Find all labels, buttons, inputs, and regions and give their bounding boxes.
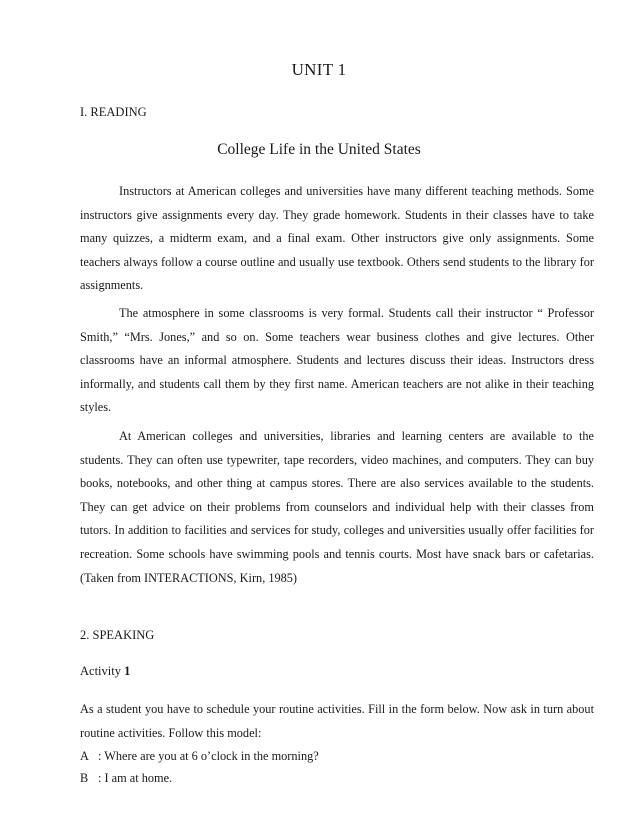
article-title: College Life in the United States xyxy=(217,141,421,158)
activity-instruction: As a student you have to schedule your routine activities. Fill in the form below. Now ask in turn about routine activities. Follow this model: xyxy=(80,702,594,740)
dialog-text: : I am at home. xyxy=(98,771,173,785)
dialog-speaker: A xyxy=(80,749,89,763)
activity-label xyxy=(80,664,130,679)
unit-title: UNIT 1 xyxy=(291,60,347,79)
reading-paragraph-3: At American colleges and universities, libraries and learning centers are available to the students. They can often use typewriter, tape recorders, video machines, and computers. They can buy books, notebooks, and other thing at campus stores. There are also services available to the students. They can get advice on their problems from counselors and individual help with their classes from tutors. In addition to facilities and services for study, colleges and universities usually offer facilities for recreation. Some schools have swimming pools and tennis courts. Most have snack bars or cafetarias. (Taken from INTERACTIONS, Kirn, 1985) xyxy=(80,429,594,585)
reading-paragraph-1: Instructors at American colleges and universities have many different teaching methods. Some instructors give assignments every day. They grade homework. Students in their classes have to take many quizzes, a midterm exam, and a final exam. Other instructors give only assignments. Some teachers always follow a course outline and usually use textbook. Others send students to the library for assignments. xyxy=(80,184,594,293)
dialog-line xyxy=(80,771,172,786)
reading-paragraph-2: The atmosphere in some classrooms is very formal. Students call their instructor “ Professor Smith,” “Mrs. Jones,” and so on. Some teachers wear business clothes and give lectures. Other classrooms have an informal atmosphere. Students and lectures discuss their ideas. Instructors dress informally, and students call them by they first name. American teachers are not alike in their teaching styles. xyxy=(80,306,594,415)
dialog-line xyxy=(80,749,319,764)
reading-heading: I. READING xyxy=(80,105,147,119)
activity-number: 1 xyxy=(124,664,131,678)
dialog-speaker: B xyxy=(80,771,89,785)
dialog-text: : Where are you at 6 o’clock in the morning? xyxy=(98,749,319,763)
activity-label-text: Activity xyxy=(80,664,121,678)
speaking-heading: 2. SPEAKING xyxy=(80,628,155,642)
